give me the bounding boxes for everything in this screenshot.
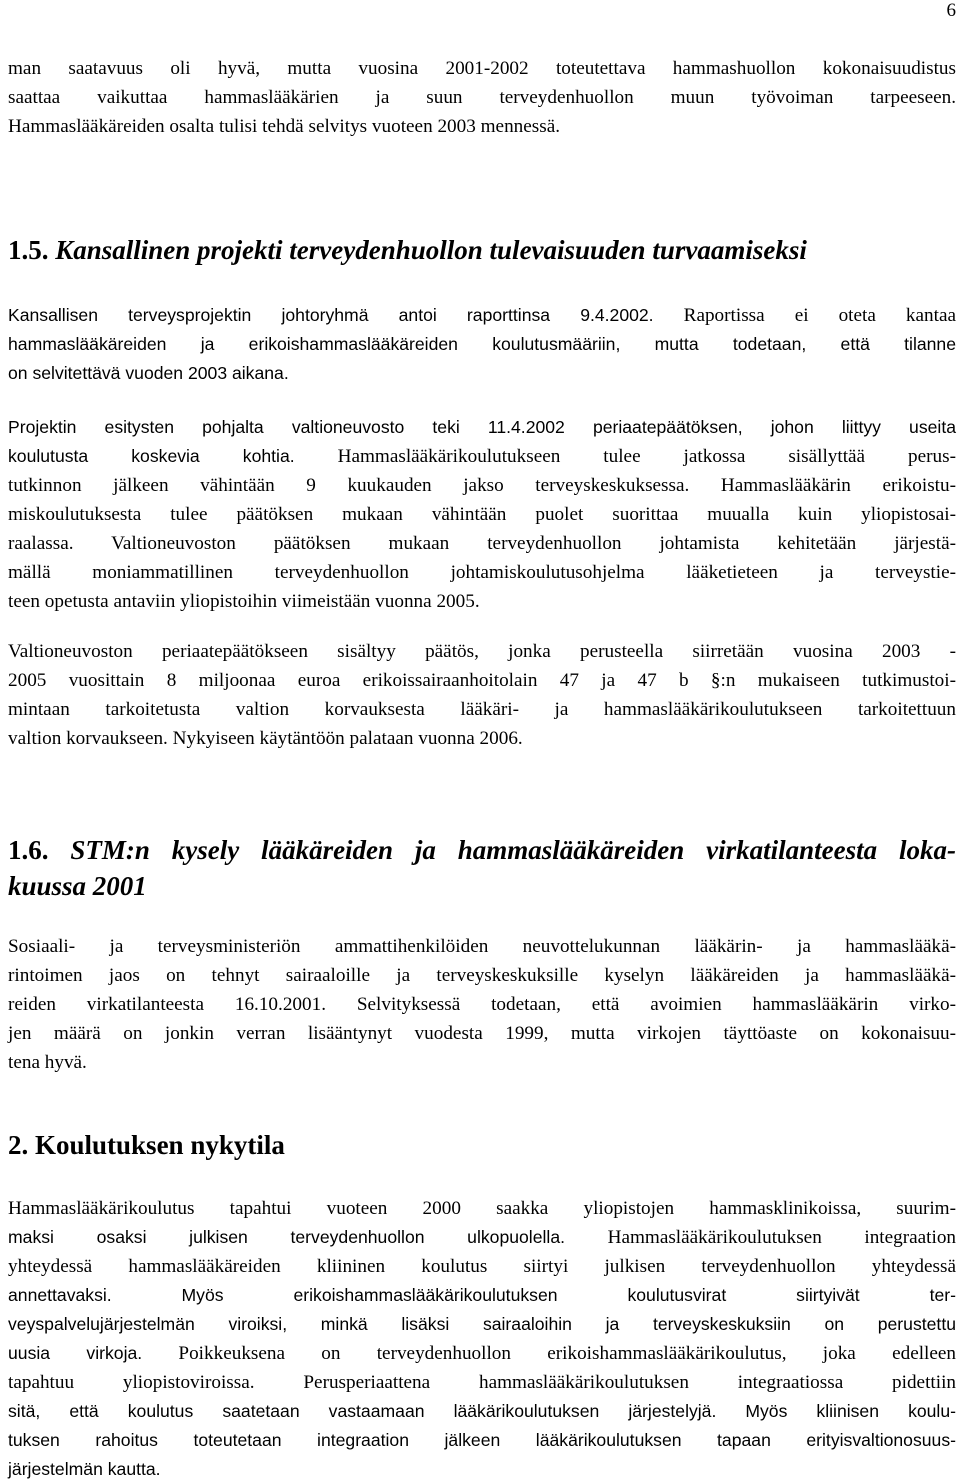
section-heading-1-6 [8, 832, 956, 904]
text-line: tutkinnon jälkeen vähintään 9 kuukauden jakso terveyskeskuksessa. Hammaslääkärin erikoistu- [8, 475, 956, 496]
text-line: järjestelmän kautta. [8, 1459, 161, 1479]
text-line: jen määrä on jonkin verran lisääntynyt vuodesta 1999, mutta virkojen täyttöaste on kokonaisuu- [8, 1023, 956, 1044]
text-fragment: annettavaksi. [8, 1285, 112, 1305]
section-title: STM:n kysely lääkäreiden ja hammaslääkäreiden virkatilanteesta loka- [70, 835, 956, 865]
text-fragment: uusia virkoja. [8, 1343, 143, 1363]
text-fragment: Myös kliinisen koulu- [745, 1401, 956, 1421]
text-line: Sosiaali- ja terveysministeriön ammattihenkilöiden neuvottelukunnan lääkärin- ja hammaslääkä- [8, 936, 956, 957]
text-line: yhteydessä hammaslääkäreiden kliininen koulutus siirtyi julkisen terveydenhuollon yhteydessä [8, 1256, 956, 1277]
paragraph-funding [8, 637, 956, 753]
text-line: Valtioneuvoston periaatepäätökseen sisältyy päätös, jonka perusteella siirretään vuosina 2003 - [8, 641, 956, 662]
text-line: tuksen rahoitus toteutetaan integraation jälkeen lääkärikoulutuksen tapaan erityisvaltionosuus- [8, 1430, 956, 1450]
paragraph-intro [8, 54, 956, 141]
text-line: miskoulutuksesta tulee päätöksen mukaan vähintään puolet suorittaa muualla kuin yliopistosai- [8, 504, 956, 525]
text-fragment: Hammaslääkärikoulutukseen tulee jatkossa sisällyttää perus- [337, 446, 956, 467]
text-line: Projektin esitysten pohjalta valtioneuvosto teki 11.4.2002 periaatepäätöksen, johon liittyy useita [8, 417, 956, 437]
text-line: tena hyvä. [8, 1052, 87, 1073]
text-line: mintaan tarkoitetusta valtion korvauksesta lääkäri- ja hammaslääkärikoulutukseen tarkoitettuun [8, 699, 956, 720]
text-line: saattaa vaikuttaa hammaslääkärien ja suun terveydenhuollon muun työvoiman tarpeeseen. [8, 87, 956, 108]
text-fragment: Raportissa ei oteta kantaa [683, 305, 956, 326]
text-fragment: Perusperiaattena hammaslääkärikoulutuksen integraatiossa pidettiin [303, 1372, 956, 1393]
text-line: Hammaslääkäreiden osalta tulisi tehdä selvitys vuoteen 2003 mennessä. [8, 116, 561, 137]
text-line: veyspalvelujärjestelmän viroiksi, minkä lisäksi sairaaloihin ja terveyskeskuksiin on perustettu [8, 1314, 956, 1334]
text-fragment: Poikkeuksena on terveydenhuollon erikoishammaslääkärikoulutus, joka edelleen [178, 1343, 956, 1364]
text-line: on selvitettävä vuoden 2003 aikana. [8, 363, 289, 383]
text-line: rintoimen jaos on tehnyt sairaaloille ja terveyskeskuksille kyselyn lääkäreiden ja hammaslääkä- [8, 965, 956, 986]
text-line: man saatavuus oli hyvä, mutta vuosina 2001-2002 toteutettava hammashuollon kokonaisuudistus [8, 58, 956, 79]
chapter-heading-2: 2. Koulutuksen nykytila [8, 1130, 285, 1160]
text-line: reiden virkatilanteesta 16.10.2001. Selvityksessä todetaan, että avoimien hammaslääkärin virko- [8, 994, 956, 1015]
section-number: 1.5. [8, 235, 49, 265]
text-fragment: Myös erikoishammaslääkärikoulutuksen koulutusvirat siirtyivät ter- [181, 1285, 957, 1305]
section-number: 1.6. [8, 835, 49, 865]
text-line: 2005 vuosittain 8 miljoonaa euroa erikoissairaanhoitolain 47 ja 47 b §:n mukaiseen tutkimustoi- [8, 670, 956, 691]
page-number: 6 [946, 0, 956, 21]
text-fragment: maksi osaksi julkisen terveydenhuollon ulkopuolella. [8, 1227, 565, 1247]
section-heading-1-5 [8, 232, 956, 268]
paragraph-current-education [8, 1194, 956, 1484]
text-line: Hammaslääkärikoulutus tapahtui vuoteen 2000 saakka yliopistojen hammasklinikoissa, suurim- [8, 1198, 956, 1219]
text-line: hammaslääkäreiden ja erikoishammaslääkäreiden koulutusmääriin, mutta todetaan, että tilanne [8, 334, 956, 354]
text-line: mällä moniammatillinen terveydenhuollon johtamiskoulutusohjelma lääketieteen ja terveystie- [8, 562, 956, 583]
paragraph-project-report [8, 301, 956, 388]
text-line: teen opetusta antaviin yliopistoihin viimeistään vuonna 2005. [8, 591, 480, 612]
paragraph-government-decision [8, 413, 956, 616]
paragraph-survey [8, 932, 956, 1077]
text-fragment: koulutusta koskevia kohtia. [8, 446, 295, 466]
text-line: raalassa. Valtioneuvoston päätöksen mukaan terveydenhuollon johtamista kehitetään järjestä- [8, 533, 956, 554]
text-fragment: Hammaslääkärikoulutuksen integraation [607, 1227, 957, 1248]
section-title: Kansallinen projekti terveydenhuollon tulevaisuuden turvaamiseksi [55, 235, 807, 265]
text-fragment: Kansallisen terveysprojektin johtoryhmä antoi raporttinsa 9.4.2002. [8, 305, 654, 325]
text-fragment: tapahtuu yliopistoviroissa. [8, 1372, 255, 1393]
text-line: valtion korvaukseen. Nykyiseen käytäntöön palataan vuonna 2006. [8, 728, 523, 749]
text-fragment: sitä, että koulutus saatetaan vastaamaan lääkärikoulutuksen järjestelyjä. [8, 1401, 717, 1421]
section-title-continued: kuussa 2001 [8, 871, 147, 901]
